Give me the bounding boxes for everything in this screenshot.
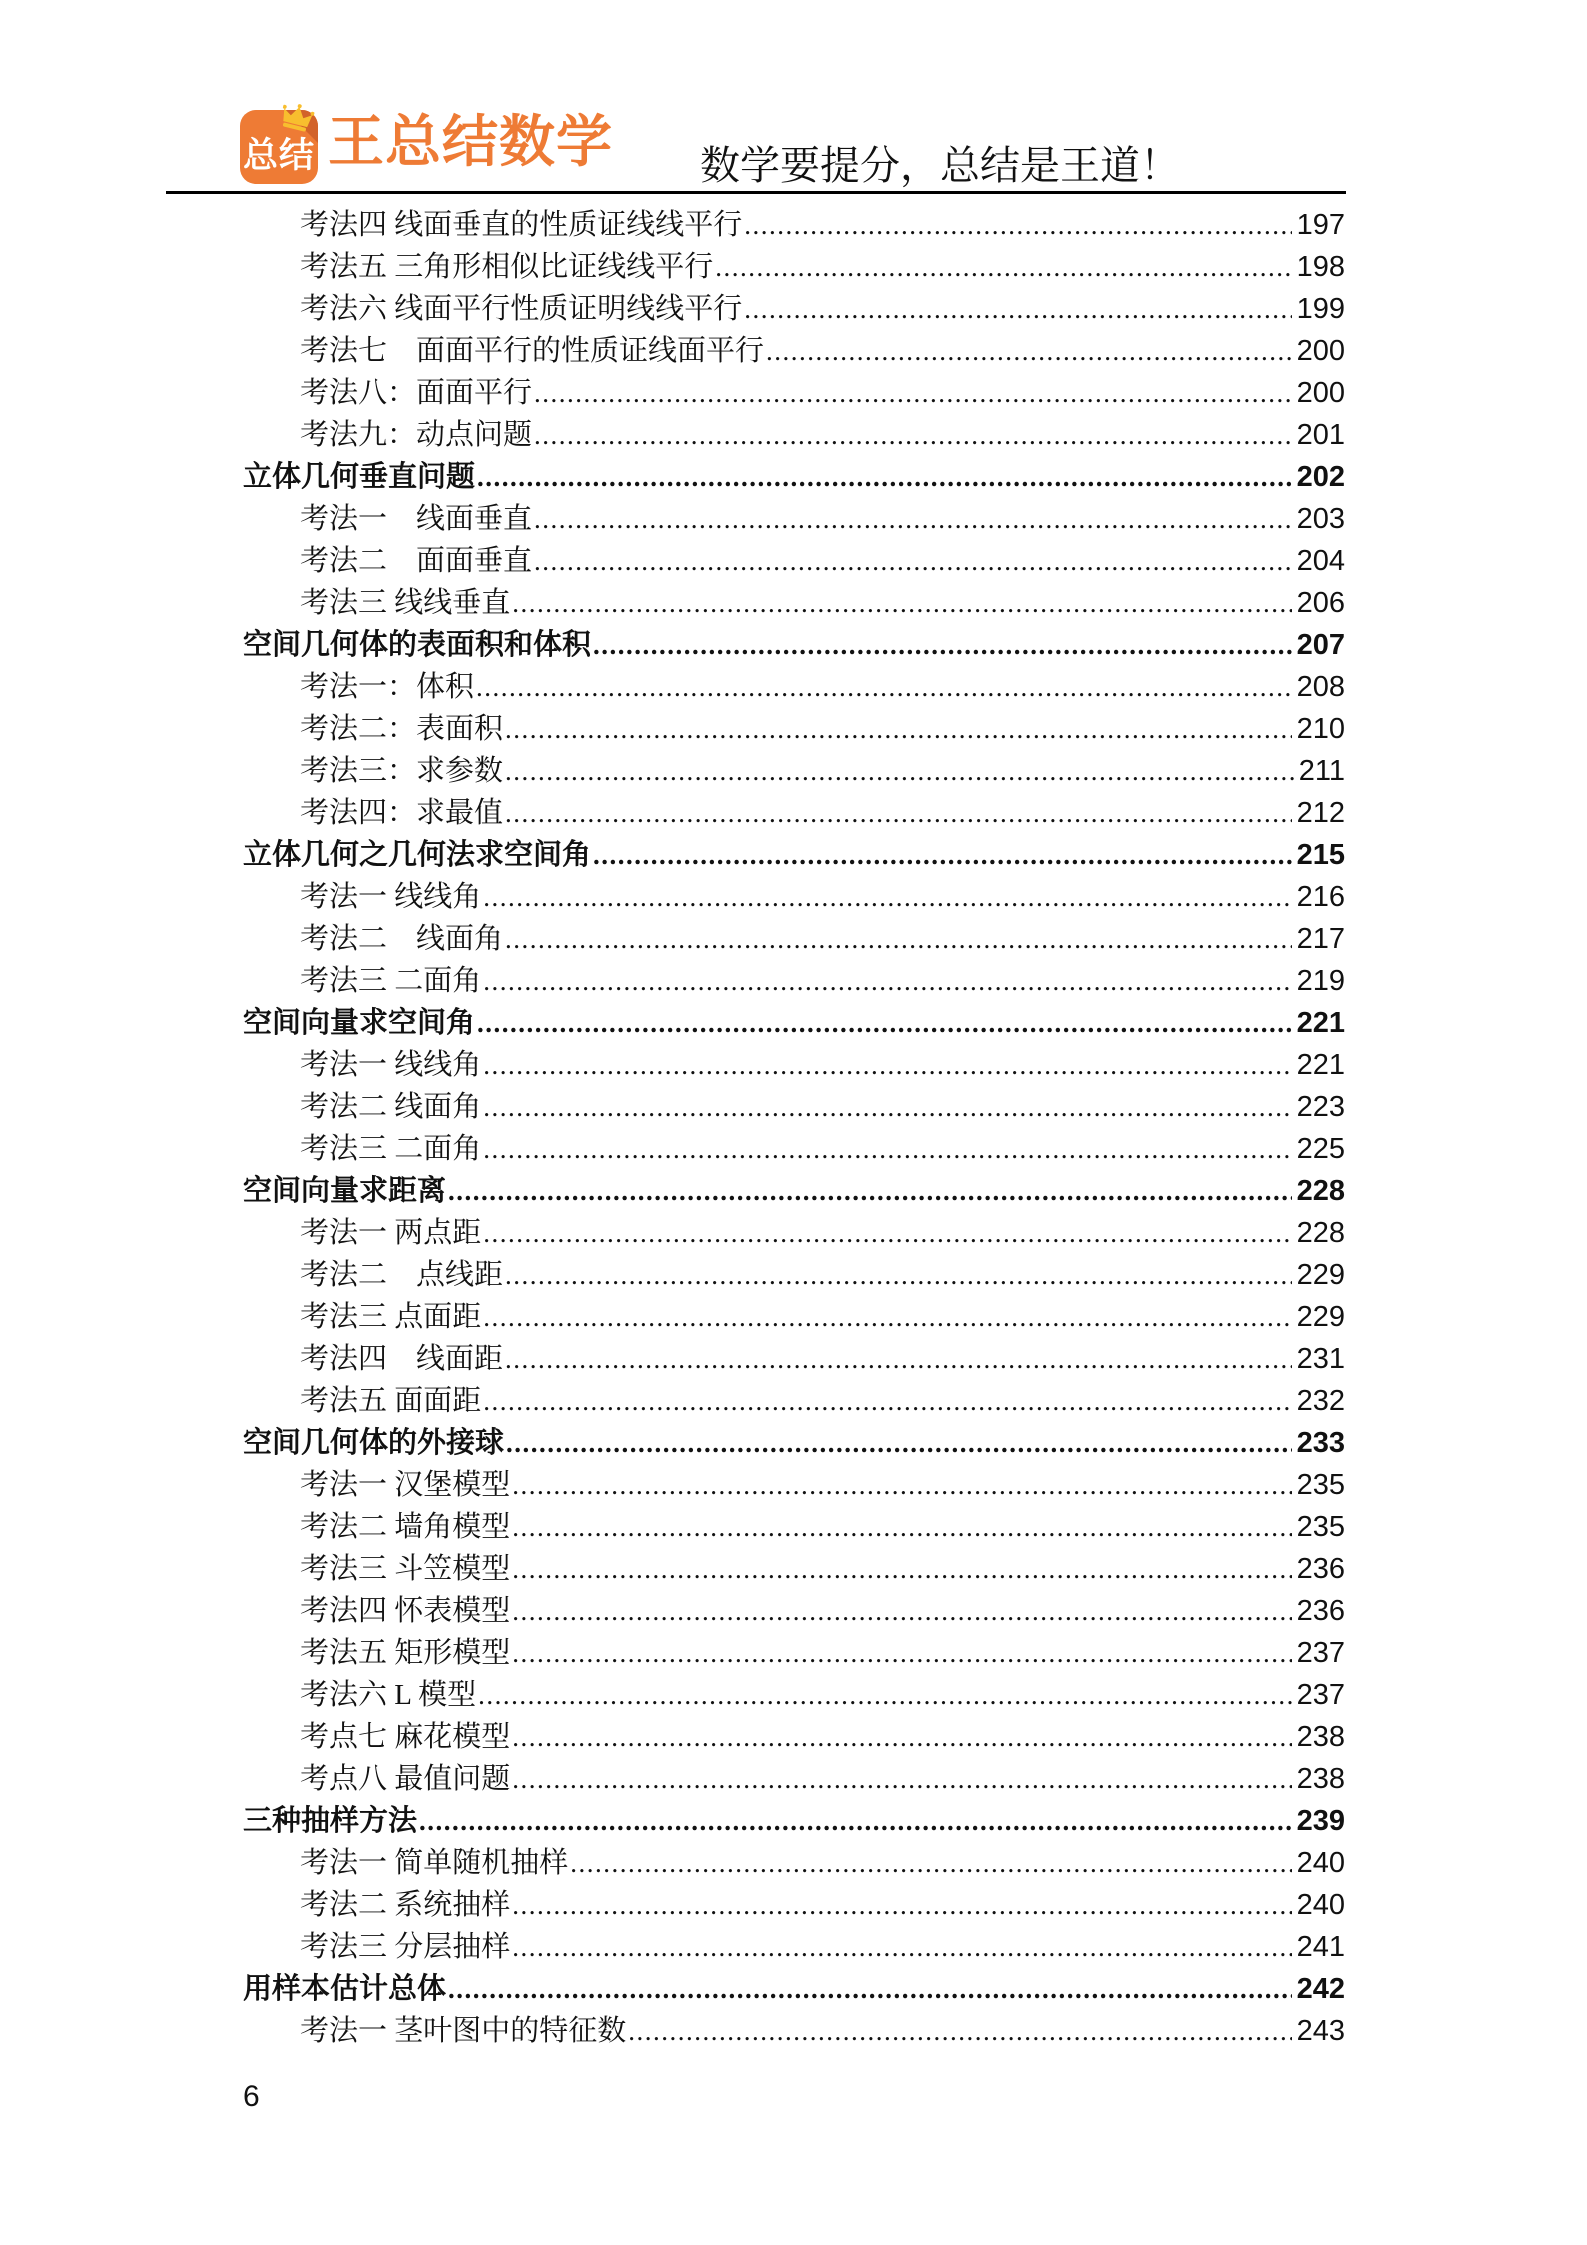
toc-entry-label: 空间几何体的表面积和体积 [243, 629, 592, 661]
toc-entry [0, 792, 1587, 834]
toc-entry-page: 229 [1296, 1301, 1345, 1333]
toc-dot-leader [628, 2010, 1291, 2052]
toc-entry [0, 1128, 1587, 1170]
toc-dot-leader [715, 246, 1291, 288]
toc-entry [0, 246, 1587, 288]
toc-entry-label: 立体几何垂直问题 [243, 461, 476, 493]
toc-entry-page: 243 [1296, 2015, 1345, 2047]
toc-dot-leader [512, 1506, 1291, 1548]
toc-entry [0, 1590, 1587, 1632]
toc-dot-leader [505, 1254, 1292, 1296]
toc-entry-label: 考点八 最值问题 [300, 1763, 511, 1795]
toc-entry [0, 918, 1587, 960]
toc-entry [0, 666, 1587, 708]
toc-dot-leader [483, 1380, 1291, 1422]
toc-entry-label: 考法五 三角形相似比证线线平行 [300, 251, 714, 283]
toc-entry-label: 考法二 墙角模型 [300, 1511, 511, 1543]
toc-entry-page: 203 [1296, 503, 1345, 535]
toc-entry-page: 215 [1296, 839, 1345, 871]
toc-entry [0, 1968, 1587, 2010]
toc-entry [0, 288, 1587, 330]
toc-entry-page: 237 [1296, 1679, 1345, 1711]
toc-dot-leader [483, 1128, 1291, 1170]
toc-dot-leader [505, 1338, 1292, 1380]
toc-entry-label: 考法一 简单随机抽样 [300, 1847, 569, 1879]
toc-entry-label: 考法五 面面距 [300, 1385, 482, 1417]
toc-dot-leader [534, 540, 1292, 582]
toc-entry-label: 考法三 斗笠模型 [300, 1553, 511, 1585]
toc-entry-label: 考法二：表面积 [300, 713, 504, 745]
toc-entry-label: 考点七 麻花模型 [300, 1721, 511, 1753]
toc-entry [0, 372, 1587, 414]
toc-entry-page: 239 [1296, 1805, 1345, 1837]
toc-entry-page: 240 [1296, 1889, 1345, 1921]
toc-entry-page: 210 [1296, 713, 1345, 745]
toc-dot-leader [512, 1464, 1291, 1506]
toc-entry [0, 204, 1587, 246]
toc-dot-leader [483, 1296, 1291, 1338]
toc-entry-page: 200 [1296, 377, 1345, 409]
toc-entry-page: 232 [1296, 1385, 1345, 1417]
toc-entry-page: 225 [1296, 1133, 1345, 1165]
toc-dot-leader [478, 1674, 1291, 1716]
toc-entry-page: 216 [1296, 881, 1345, 913]
toc-dot-leader [744, 204, 1291, 246]
toc-entry-page: 223 [1296, 1091, 1345, 1123]
toc-entry-page: 197 [1296, 209, 1345, 241]
toc-entry-page: 206 [1296, 587, 1345, 619]
toc-list [0, 204, 1587, 2052]
toc-entry-label: 考法四 怀表模型 [300, 1595, 511, 1627]
toc-entry-page: 212 [1296, 797, 1345, 829]
toc-entry-label: 考法三 分层抽样 [300, 1931, 511, 1963]
toc-entry-page: 204 [1296, 545, 1345, 577]
toc-entry [0, 582, 1587, 624]
toc-dot-leader [419, 1800, 1292, 1842]
toc-entry-label: 考法三 线线垂直 [300, 587, 511, 619]
toc-dot-leader [505, 792, 1292, 834]
toc-entry-label: 考法六 线面平行性质证明线线平行 [300, 293, 743, 325]
toc-entry [0, 1674, 1587, 1716]
toc-dot-leader [534, 498, 1292, 540]
toc-entry-label: 考法二 系统抽样 [300, 1889, 511, 1921]
toc-entry-page: 217 [1296, 923, 1345, 955]
toc-dot-leader [593, 834, 1292, 876]
toc-entry [0, 1548, 1587, 1590]
toc-dot-leader [477, 456, 1292, 498]
toc-dot-leader [483, 1044, 1291, 1086]
toc-entry [0, 1212, 1587, 1254]
toc-entry [0, 540, 1587, 582]
toc-entry [0, 1002, 1587, 1044]
toc-entry-page: 236 [1296, 1595, 1345, 1627]
toc-entry [0, 708, 1587, 750]
toc-entry-label: 考法四 线面距 [300, 1343, 504, 1375]
toc-entry [0, 1926, 1587, 1968]
toc-dot-leader [505, 708, 1292, 750]
toc-entry-page: 202 [1296, 461, 1345, 493]
toc-dot-leader [512, 1758, 1291, 1800]
toc-entry-page: 228 [1296, 1217, 1345, 1249]
toc-entry [0, 1842, 1587, 1884]
toc-dot-leader [512, 1632, 1291, 1674]
toc-entry-page: 221 [1296, 1007, 1345, 1039]
toc-entry-page: 241 [1296, 1931, 1345, 1963]
toc-entry [0, 1044, 1587, 1086]
toc-dot-leader [506, 1422, 1292, 1464]
toc-entry-page: 240 [1296, 1847, 1345, 1879]
toc-dot-leader [448, 1170, 1292, 1212]
toc-entry-label: 考法二 点线距 [300, 1259, 504, 1291]
toc-entry [0, 498, 1587, 540]
toc-dot-leader [512, 1884, 1291, 1926]
logo-text: 总结 [242, 136, 315, 175]
toc-dot-leader [570, 1842, 1291, 1884]
toc-entry [0, 1338, 1587, 1380]
toc-dot-leader [512, 582, 1291, 624]
toc-entry [0, 1800, 1587, 1842]
toc-entry-page: 235 [1296, 1511, 1345, 1543]
toc-entry-label: 考法四 线面垂直的性质证线线平行 [300, 209, 743, 241]
toc-dot-leader [483, 960, 1291, 1002]
toc-dot-leader [512, 1590, 1291, 1632]
toc-dot-leader [483, 1212, 1291, 1254]
toc-entry [0, 414, 1587, 456]
toc-entry-page: 199 [1296, 293, 1345, 325]
toc-entry-label: 考法八：面面平行 [300, 377, 533, 409]
toc-entry-page: 238 [1296, 1763, 1345, 1795]
toc-entry-label: 考法三 二面角 [300, 965, 482, 997]
toc-entry-page: 207 [1296, 629, 1345, 661]
toc-dot-leader [448, 1968, 1292, 2010]
toc-entry [0, 330, 1587, 372]
toc-entry [0, 1086, 1587, 1128]
toc-entry-page: 228 [1296, 1175, 1345, 1207]
toc-entry [0, 1758, 1587, 1800]
toc-entry-page: 242 [1296, 1973, 1345, 2005]
toc-entry-page: 231 [1296, 1343, 1345, 1375]
toc-entry-page: 236 [1296, 1553, 1345, 1585]
toc-entry [0, 1296, 1587, 1338]
toc-dot-leader [512, 1548, 1291, 1590]
toc-dot-leader [476, 666, 1292, 708]
brand-name: 王总结数学 [328, 110, 613, 173]
toc-dot-leader [505, 750, 1294, 792]
toc-dot-leader [477, 1002, 1292, 1044]
toc-entry-label: 考法四：求最值 [300, 797, 504, 829]
toc-dot-leader [766, 330, 1292, 372]
toc-entry [0, 876, 1587, 918]
toc-entry-label: 考法二 线面角 [300, 923, 504, 955]
toc-dot-leader [534, 414, 1292, 456]
toc-entry [0, 1422, 1587, 1464]
toc-entry-label: 考法一：体积 [300, 671, 475, 703]
toc-entry-label: 考法七 面面平行的性质证线面平行 [300, 335, 765, 367]
toc-entry [0, 624, 1587, 666]
toc-entry-label: 考法一 茎叶图中的特征数 [300, 2015, 627, 2047]
toc-entry [0, 1506, 1587, 1548]
header-divider [166, 191, 1346, 194]
toc-entry-label: 三种抽样方法 [243, 1805, 418, 1837]
toc-entry-page: 198 [1296, 251, 1345, 283]
toc-entry [0, 1170, 1587, 1212]
toc-entry [0, 1716, 1587, 1758]
toc-entry-label: 考法六 L 模型 [300, 1679, 477, 1711]
toc-dot-leader [512, 1926, 1291, 1968]
toc-entry-label: 考法二 线面角 [300, 1091, 482, 1123]
toc-entry-page: 237 [1296, 1637, 1345, 1669]
brand-tagline: 数学要提分，总结是王道！ [700, 143, 1180, 189]
toc-entry [0, 1464, 1587, 1506]
toc-dot-leader [505, 918, 1292, 960]
toc-entry [0, 1632, 1587, 1674]
toc-entry-page: 235 [1296, 1469, 1345, 1501]
toc-entry-page: 221 [1296, 1049, 1345, 1081]
toc-entry-label: 考法三：求参数 [300, 755, 504, 787]
toc-entry-label: 考法二 面面垂直 [300, 545, 533, 577]
toc-entry-label: 考法三 点面距 [300, 1301, 482, 1333]
toc-entry [0, 1884, 1587, 1926]
toc-entry-label: 立体几何之几何法求空间角 [243, 839, 592, 871]
toc-entry-page: 208 [1296, 671, 1345, 703]
toc-entry-label: 考法一 两点距 [300, 1217, 482, 1249]
toc-dot-leader [483, 1086, 1291, 1128]
toc-entry-label: 考法五 矩形模型 [300, 1637, 511, 1669]
toc-entry [0, 1254, 1587, 1296]
toc-dot-leader [512, 1716, 1291, 1758]
toc-entry [0, 456, 1587, 498]
toc-entry-label: 考法一 线线角 [300, 1049, 482, 1081]
toc-dot-leader [483, 876, 1291, 918]
toc-entry [0, 960, 1587, 1002]
toc-dot-leader [593, 624, 1292, 666]
toc-entry-label: 空间向量求距离 [243, 1175, 447, 1207]
toc-entry-label: 空间几何体的外接球 [243, 1427, 505, 1459]
toc-entry-label: 考法一 汉堡模型 [300, 1469, 511, 1501]
toc-entry-page: 238 [1296, 1721, 1345, 1753]
footer-page-number: 6 [243, 2080, 260, 2113]
toc-entry-page: 233 [1296, 1427, 1345, 1459]
toc-entry [0, 750, 1587, 792]
toc-entry-page: 229 [1296, 1259, 1345, 1291]
toc-entry-label: 考法一 线线角 [300, 881, 482, 913]
toc-entry-label: 考法九：动点问题 [300, 419, 533, 451]
toc-entry [0, 1380, 1587, 1422]
toc-dot-leader [534, 372, 1292, 414]
toc-entry [0, 2010, 1587, 2052]
toc-entry-label: 空间向量求空间角 [243, 1007, 476, 1039]
toc-dot-leader [744, 288, 1291, 330]
toc-entry-page: 201 [1296, 419, 1345, 451]
toc-entry-page: 211 [1298, 755, 1345, 787]
toc-entry-label: 用样本估计总体 [243, 1973, 447, 2005]
toc-entry-page: 219 [1296, 965, 1345, 997]
toc-entry-label: 考法三 二面角 [300, 1133, 482, 1165]
toc-entry-label: 考法一 线面垂直 [300, 503, 533, 535]
toc-entry [0, 834, 1587, 876]
toc-entry-page: 200 [1296, 335, 1345, 367]
